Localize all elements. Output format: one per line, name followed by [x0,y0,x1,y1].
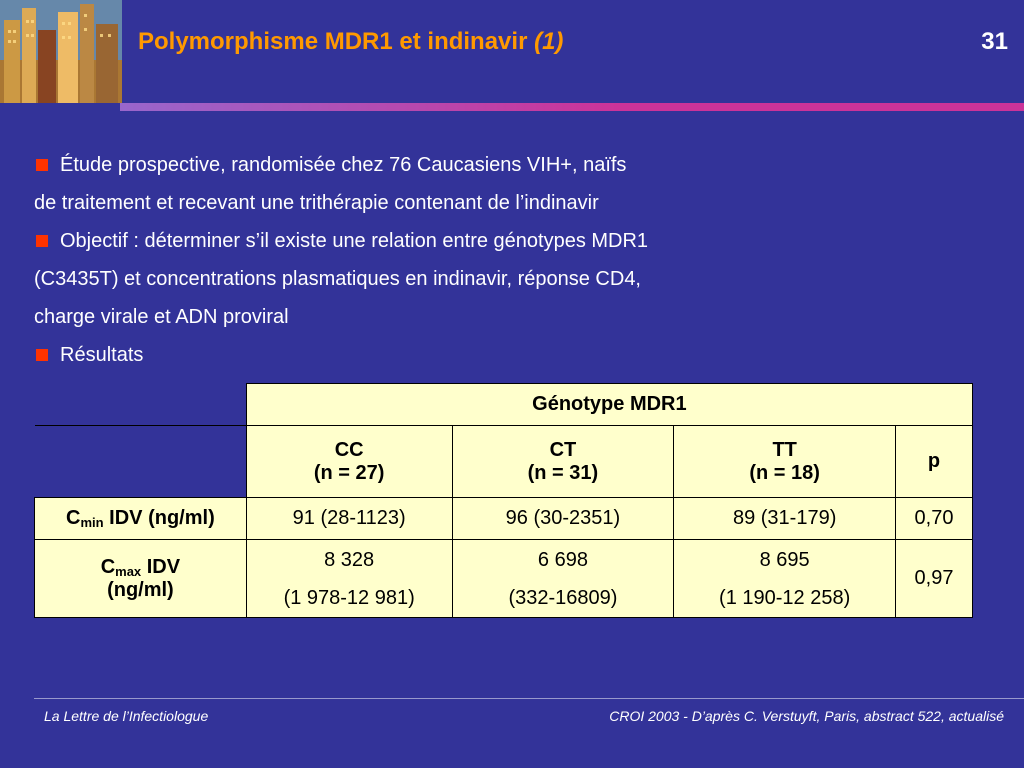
row-label-cmax: $C_{max}$ IDV (ng/ml) [35,540,247,618]
table-corner [35,384,247,426]
table-row [35,384,973,426]
slide-number: 31 [981,28,1008,55]
column-header-cc: CC (n = 27) [246,426,452,498]
slide-title-main: Polymorphisme MDR1 et indinavir [138,28,528,55]
header-divider [120,103,1024,111]
bullet-text: Résultats [60,344,144,366]
bullet-continuation: (C3435T) et concentrations plasmatiques en indinavir, réponse CD4, [34,268,641,290]
table-cell-p: 0,97 [896,540,973,618]
table-cell: 6 698 (332-16809) [452,540,674,618]
bullet-text: Étude prospective, randomisée chez 76 Caucasiens VIH+, naïfs [60,154,627,176]
bullet-list [34,146,994,374]
square-bullet-icon [36,159,48,171]
column-header-tt: TT (n = 18) [674,426,896,498]
column-header-p: p [896,426,973,498]
table-row [35,540,973,618]
table-cell: 8 328 (1 978-12 981) [246,540,452,618]
square-bullet-icon [36,235,48,247]
table-cell: 8 695 (1 190-12 258) [674,540,896,618]
header-logo-image [0,0,122,103]
bullet-item [34,336,994,374]
table-corner [35,426,247,498]
results-table [34,383,973,618]
table-cell: 91 (28-1123) [246,498,452,540]
table-cell-p: 0,70 [896,498,973,540]
square-bullet-icon [36,349,48,361]
table-row [35,498,973,540]
table-cell: 96 (30-2351) [452,498,674,540]
footer-source-left: La Lettre de l’Infectiologue [44,708,209,724]
genotype-header: Génotype MDR1 [246,384,972,426]
column-header-ct: CT (n = 31) [452,426,674,498]
table-row [35,426,973,498]
table-cell: 89 (31-179) [674,498,896,540]
footer-divider [34,698,1024,699]
bullet-text: Objectif : déterminer s’il existe une relation entre génotypes MDR1 [60,230,649,252]
row-label-cmin: $C_{min}$ IDV (ng/ml) [35,498,247,540]
slide-title [138,28,563,56]
bullet-item [34,222,994,260]
footer-source-right: CROI 2003 - D’après C. Verstuyft, Paris, abstract 522, actualisé [609,708,1004,724]
bullet-continuation: de traitement et recevant une trithérapie contenant de l’indinavir [34,192,599,214]
bullet-continuation: charge virale et ADN proviral [34,306,289,328]
slide-title-suffix: (1) [534,28,564,55]
bullet-item [34,146,994,184]
